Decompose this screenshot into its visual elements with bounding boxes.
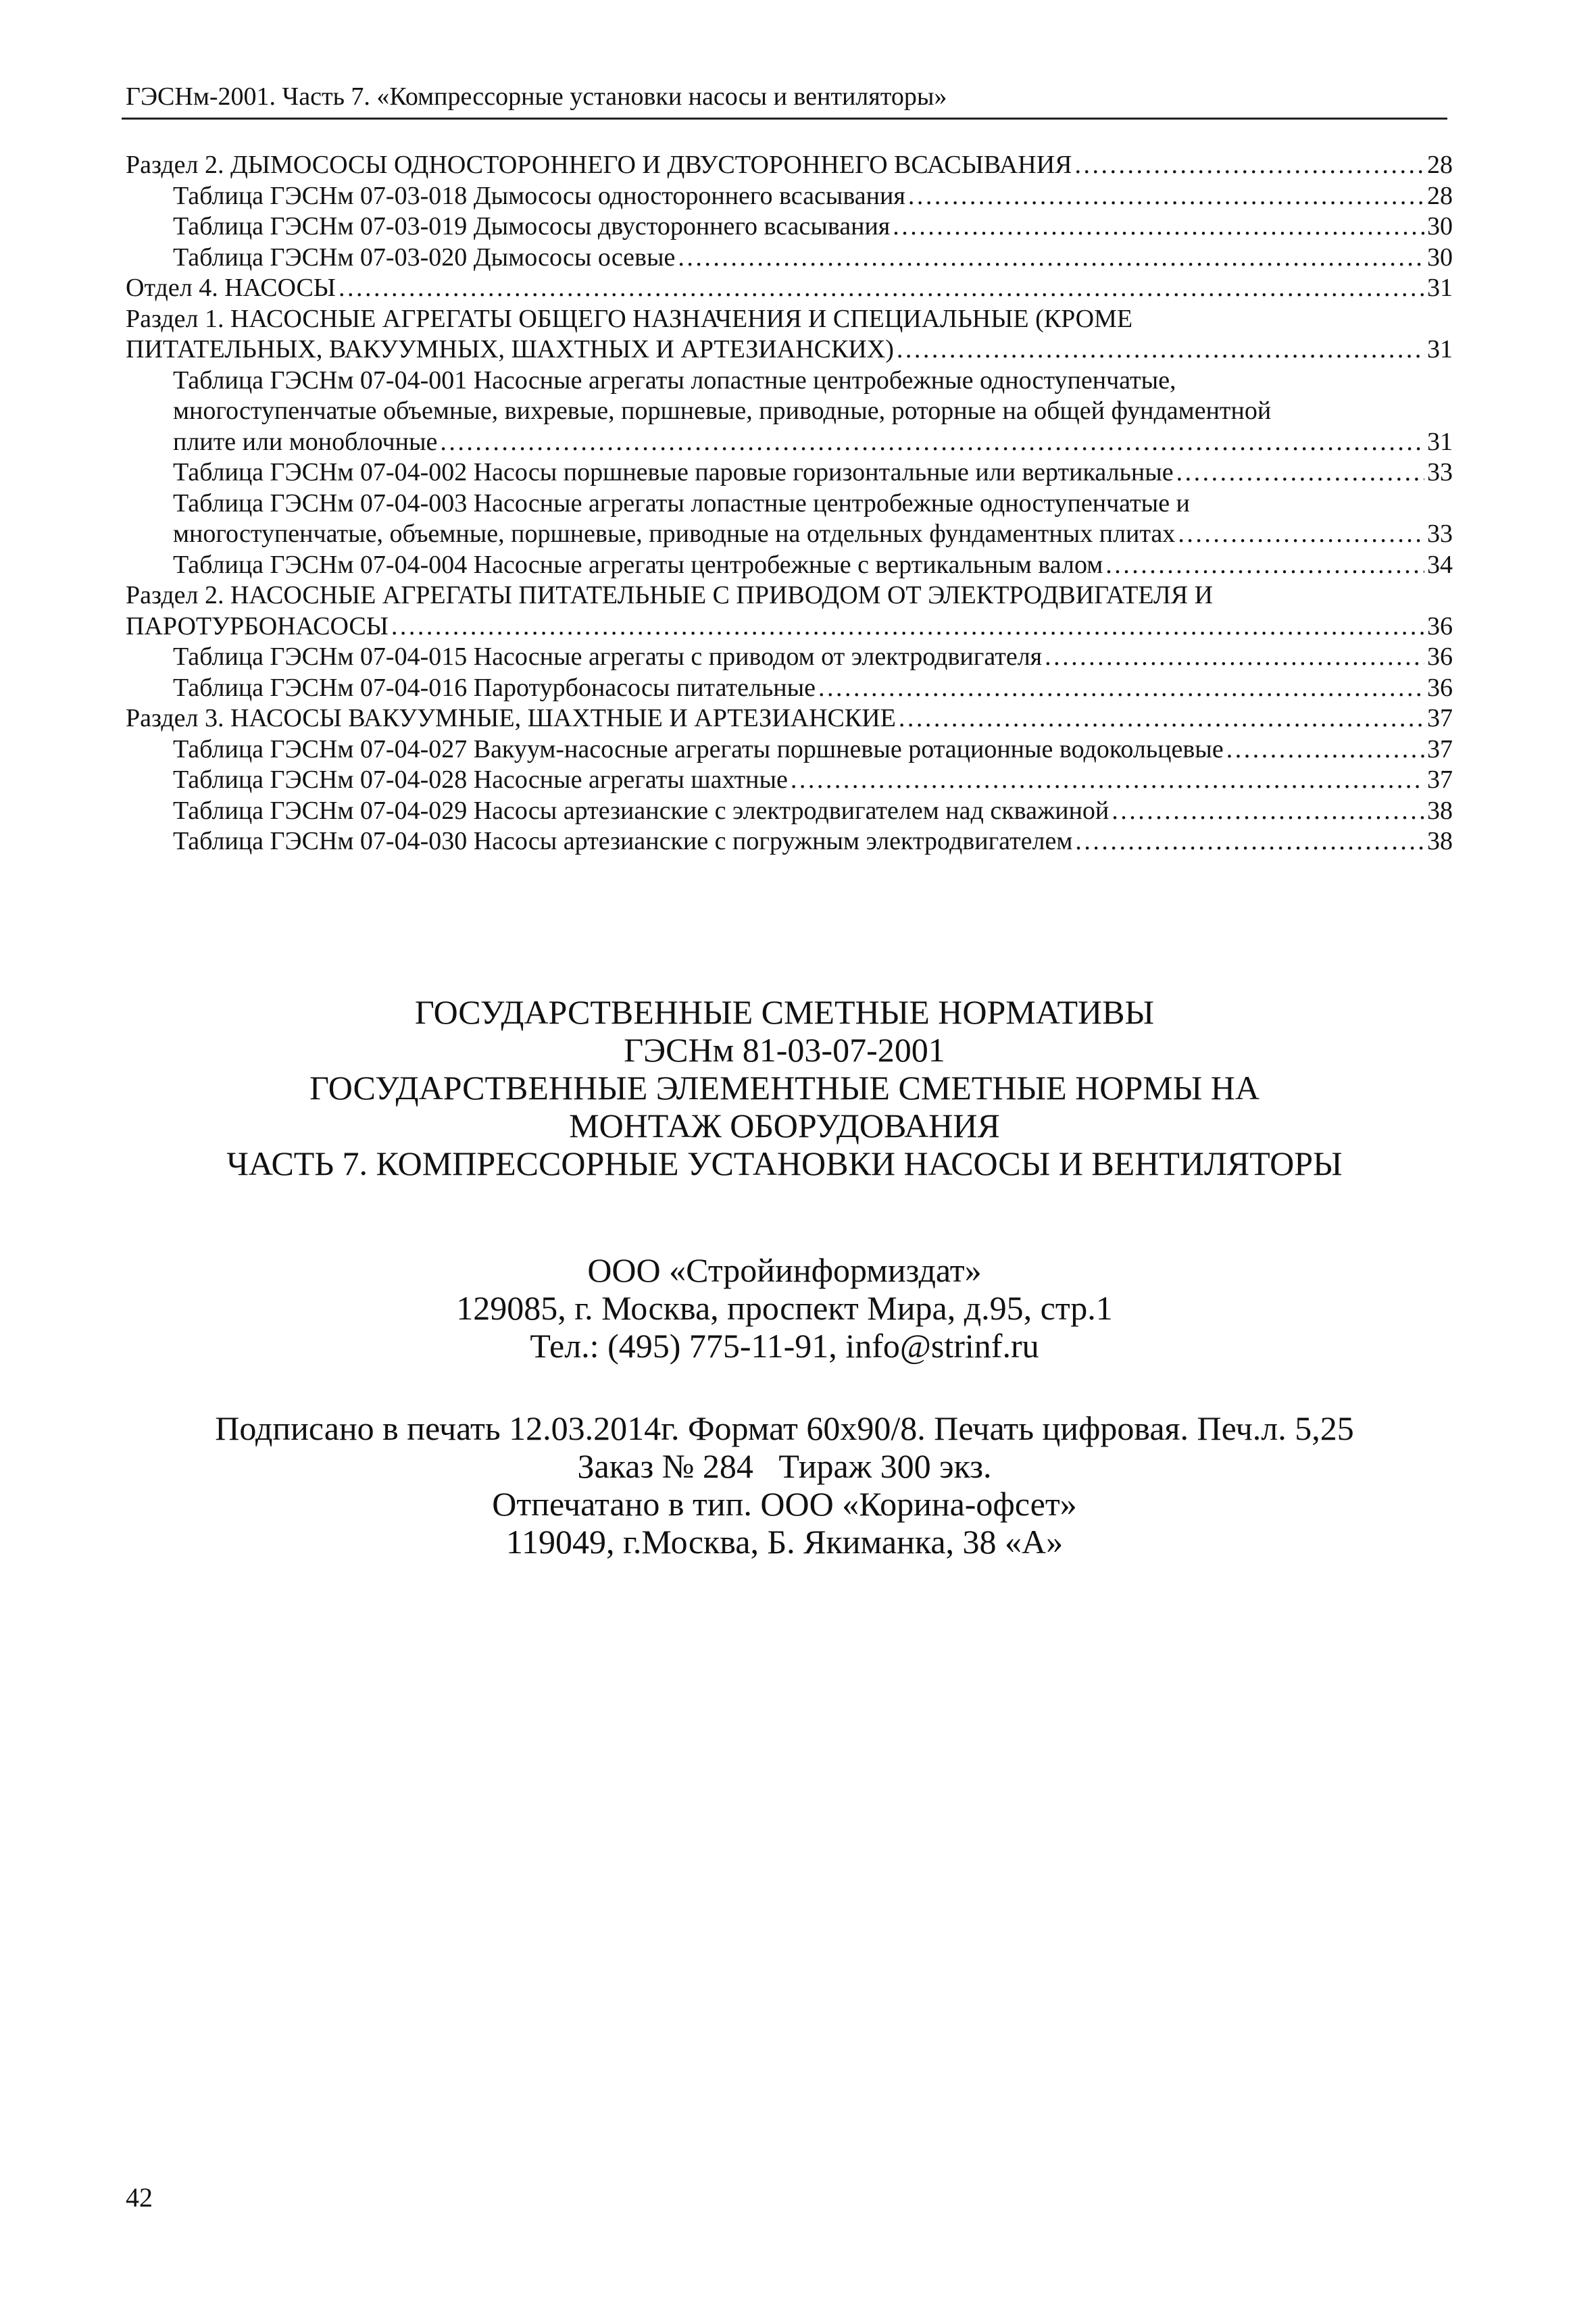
toc-entry bbox=[126, 304, 1453, 366]
toc-page-number: 30 bbox=[1427, 243, 1453, 272]
toc-dot-leader bbox=[1112, 796, 1424, 827]
title-line-1: ГОСУДАРСТВЕННЫЕ СМЕТНЫЕ НОРМАТИВЫ bbox=[414, 993, 1155, 1031]
toc-entry-text: плите или моноблочные bbox=[173, 427, 438, 456]
toc-entry-text: Таблица ГЭСНм 07-04-027 Вакуум-насосные агрегаты поршневые ротационные водокольцевые bbox=[173, 734, 1224, 763]
toc-entry bbox=[126, 273, 1453, 304]
toc-dot-leader bbox=[440, 427, 1424, 458]
toc-dot-leader bbox=[1075, 826, 1424, 857]
toc-dot-leader bbox=[339, 273, 1424, 304]
toc-page-number: 31 bbox=[1427, 427, 1453, 456]
toc-dot-leader bbox=[1176, 457, 1424, 488]
toc-entry-text: Таблица ГЭСНм 07-04-004 Насосные агрегаты центробежные с вертикальным валом bbox=[173, 550, 1103, 579]
toc-entry-text: Таблица ГЭСНм 07-04-015 Насосные агрегаты с приводом от электродвигателя bbox=[173, 643, 1043, 671]
toc-page-number: 31 bbox=[1427, 335, 1453, 363]
toc-entry bbox=[126, 703, 1453, 734]
toc-page-number: 34 bbox=[1427, 550, 1453, 579]
toc-entry bbox=[126, 642, 1453, 673]
toc-dot-leader bbox=[908, 181, 1424, 212]
toc-dot-leader bbox=[899, 703, 1424, 734]
print-order: Заказ № 284 Тираж 300 экз. bbox=[577, 1447, 992, 1485]
toc-entry-text: ПАРОТУРБОНАСОСЫ bbox=[126, 611, 389, 640]
toc-entry bbox=[126, 796, 1453, 827]
toc-entry-text: Таблица ГЭСНм 07-03-018 Дымососы одностороннего всасывания bbox=[173, 181, 905, 210]
title-line-5: ЧАСТЬ 7. КОМПРЕССОРНЫЕ УСТАНОВКИ НАСОСЫ И ВЕНТИЛЯТОРЫ bbox=[226, 1145, 1343, 1182]
toc-dot-leader bbox=[1226, 734, 1424, 765]
toc-entry bbox=[126, 826, 1453, 857]
header-rule bbox=[122, 118, 1447, 120]
toc-dot-leader bbox=[1105, 550, 1424, 581]
toc-entry bbox=[126, 673, 1453, 704]
toc-page-number: 37 bbox=[1427, 704, 1453, 732]
toc-entry-text: ПИТАТЕЛЬНЫХ, ВАКУУМНЫХ, ШАХТНЫХ И АРТЕЗИАНСКИХ) bbox=[126, 335, 894, 363]
toc-entry-text: Раздел 2. НАСОСНЫЕ АГРЕГАТЫ ПИТАТЕЛЬНЫЕ С ПРИВОДОМ ОТ ЭЛЕКТРОДВИГАТЕЛЯ И bbox=[126, 581, 1214, 609]
toc-entry bbox=[126, 550, 1453, 581]
toc-entry-text: Таблица ГЭСНм 07-03-020 Дымососы осевые bbox=[173, 243, 676, 272]
title-line-3: ГОСУДАРСТВЕННЫЕ ЭЛЕМЕНТНЫЕ СМЕТНЫЕ НОРМЫ НА bbox=[309, 1069, 1260, 1107]
running-header: ГЭСНм-2001. Часть 7. «Компрессорные установки насосы и вентиляторы» bbox=[126, 82, 947, 111]
toc-dot-leader bbox=[678, 243, 1424, 274]
toc-entry bbox=[126, 488, 1453, 550]
toc-entry-text: Таблица ГЭСНм 07-04-003 Насосные агрегаты лопастные центробежные одноступенчатые и bbox=[173, 488, 1190, 518]
toc-page-number: 33 bbox=[1427, 520, 1453, 548]
toc-page-number: 28 bbox=[1427, 181, 1453, 210]
toc-entry-text: Раздел 1. НАСОСНЫЕ АГРЕГАТЫ ОБЩЕГО НАЗНАЧЕНИЯ И СПЕЦИАЛЬНЫЕ (КРОМЕ bbox=[126, 304, 1133, 333]
toc-entry bbox=[126, 181, 1453, 212]
toc-page-number: 38 bbox=[1427, 796, 1453, 825]
toc-dot-leader bbox=[791, 765, 1424, 796]
toc-entry bbox=[126, 457, 1453, 488]
toc-entry-text: Таблица ГЭСНм 07-04-030 Насосы артезианские с погружным электродвигателем bbox=[173, 827, 1073, 855]
title-block bbox=[122, 993, 1447, 1182]
toc-entry-text: Раздел 2. ДЫМОСОСЫ ОДНОСТОРОННЕГО И ДВУСТОРОННЕГО ВСАСЫВАНИЯ bbox=[126, 151, 1072, 179]
publisher-name: ООО «Стройинформиздат» bbox=[587, 1251, 982, 1289]
toc-dot-leader bbox=[893, 211, 1424, 243]
title-line-4: МОНТАЖ ОБОРУДОВАНИЯ bbox=[569, 1107, 1000, 1145]
toc-entry-text: Таблица ГЭСНм 07-04-028 Насосные агрегаты шахтные bbox=[173, 765, 788, 794]
toc-page-number: 30 bbox=[1427, 212, 1453, 241]
print-signed: Подписано в печать 12.03.2014г. Формат 60х90/8. Печать цифровая. Печ.л. 5,25 bbox=[215, 1409, 1354, 1447]
publisher-contact: Тел.: (495) 775-11-91, info@strinf.ru bbox=[530, 1327, 1039, 1365]
toc-dot-leader bbox=[1075, 150, 1425, 181]
toc-entry-text: Раздел 3. НАСОСЫ ВАКУУМНЫЕ, ШАХТНЫЕ И АРТЕЗИАНСКИЕ bbox=[126, 704, 896, 732]
toc-entry-text: Отдел 4. НАСОСЫ bbox=[126, 274, 336, 302]
print-info-block bbox=[122, 1409, 1447, 1561]
toc-page-number: 38 bbox=[1427, 827, 1453, 855]
title-line-2: ГЭСНм 81-03-07-2001 bbox=[624, 1031, 945, 1069]
toc-entry bbox=[126, 366, 1453, 458]
toc-entry-text: Таблица ГЭСНм 07-03-019 Дымососы двустороннего всасывания bbox=[173, 212, 891, 241]
table-of-contents bbox=[126, 150, 1453, 857]
toc-entry-text: многоступенчатые, объемные, поршневые, приводные на отдельных фундаментных плитах bbox=[173, 520, 1176, 548]
toc-entry-text: Таблица ГЭСНм 07-04-029 Насосы артезианские с электродвигателем над скважиной bbox=[173, 796, 1109, 825]
toc-entry bbox=[126, 734, 1453, 765]
toc-entry bbox=[126, 243, 1453, 274]
toc-entry bbox=[126, 150, 1453, 181]
print-printed-by: Отпечатано в тип. ООО «Корина-офсет» bbox=[492, 1485, 1077, 1523]
toc-page-number: 37 bbox=[1427, 765, 1453, 794]
toc-dot-leader bbox=[1045, 642, 1424, 673]
publisher-block bbox=[122, 1251, 1447, 1365]
toc-entry bbox=[126, 211, 1453, 243]
toc-page-number: 36 bbox=[1427, 643, 1453, 671]
toc-page-number: 37 bbox=[1427, 734, 1453, 763]
toc-entry-text: многоступенчатые объемные, вихревые, поршневые, приводные, роторные на общей фундаментной bbox=[173, 397, 1272, 425]
toc-dot-leader bbox=[1178, 519, 1424, 550]
toc-page-number: 28 bbox=[1427, 151, 1453, 179]
toc-page-number: 36 bbox=[1427, 673, 1453, 702]
toc-dot-leader bbox=[391, 611, 1424, 643]
toc-entry bbox=[126, 765, 1453, 796]
publisher-address: 129085, г. Москва, проспект Мира, д.95, стр.1 bbox=[456, 1289, 1113, 1327]
print-printer-address: 119049, г.Москва, Б. Якиманка, 38 «А» bbox=[505, 1523, 1064, 1561]
toc-entry-text: Таблица ГЭСНм 07-04-001 Насосные агрегаты лопастные центробежные одноступенчатые, bbox=[173, 366, 1176, 395]
toc-dot-leader bbox=[818, 673, 1424, 704]
toc-entry bbox=[126, 580, 1453, 642]
page-number: 42 bbox=[126, 2182, 153, 2213]
toc-dot-leader bbox=[897, 334, 1424, 366]
toc-page-number: 36 bbox=[1427, 611, 1453, 640]
toc-page-number: 33 bbox=[1427, 458, 1453, 486]
toc-entry-text: Таблица ГЭСНм 07-04-002 Насосы поршневые паровые горизонтальные или вертикальные bbox=[173, 458, 1174, 486]
toc-page-number: 31 bbox=[1427, 274, 1453, 302]
toc-entry-text: Таблица ГЭСНм 07-04-016 Паротурбонасосы питательные bbox=[173, 673, 816, 702]
